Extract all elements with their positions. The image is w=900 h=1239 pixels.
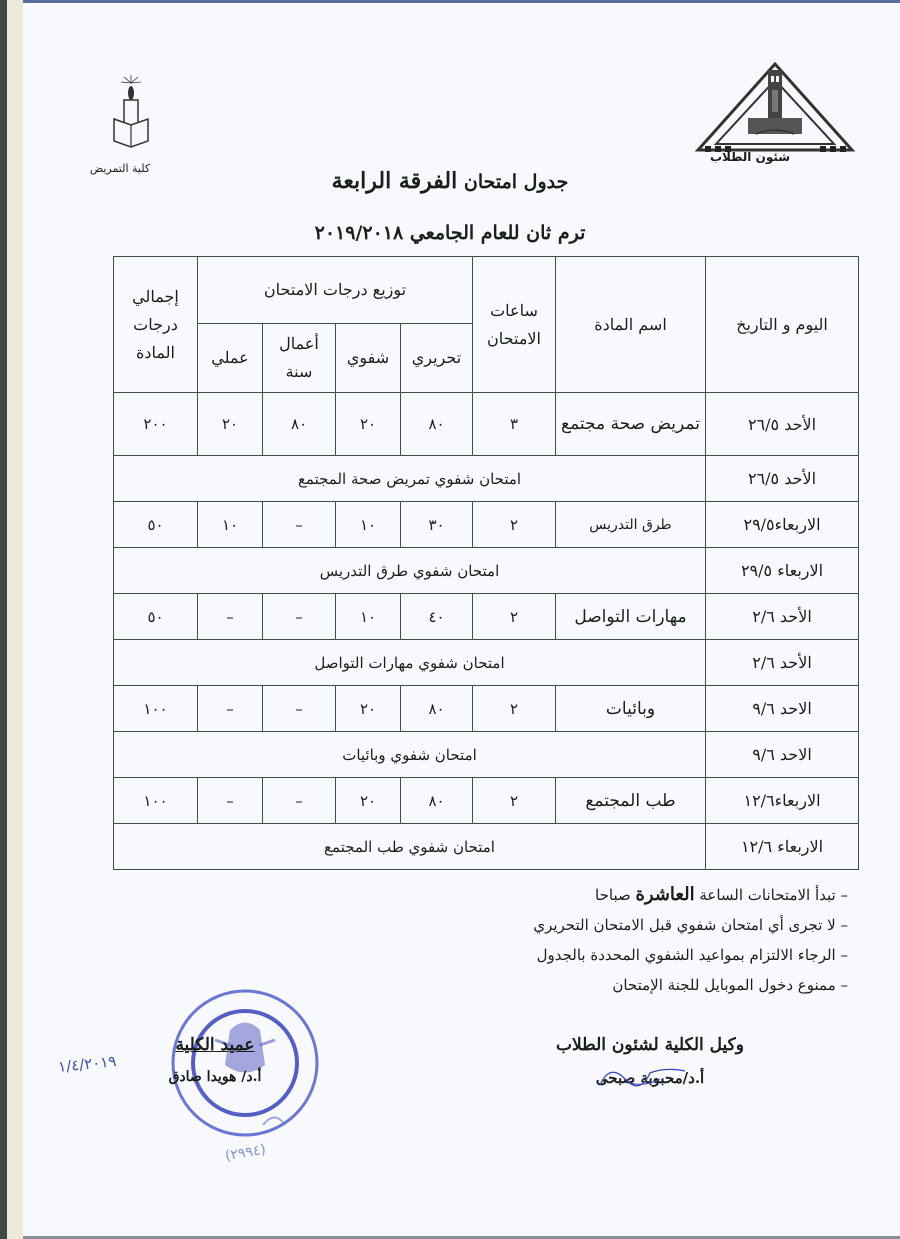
nursing-logo-caption: كلية التمريض [89, 162, 151, 175]
table-row-oral [114, 824, 859, 870]
cell-practical: ٢٠ [198, 393, 263, 456]
cell-oral-exam: امتحان شفوي وبائيات [114, 732, 706, 778]
cell-total: ١٠٠ [114, 778, 198, 824]
cell-coursework: – [263, 594, 336, 640]
cell-date: الاحد ٩/٦ [706, 732, 859, 778]
cell-subject: وبائيات [556, 686, 706, 732]
vice-dean-signature-block [520, 1035, 780, 1087]
note-oral-before-written: – لا تجرى أي امتحان شفوي قبل الامتحان التحريري [533, 916, 848, 934]
cell-subject: مهارات التواصل [556, 594, 706, 640]
table-row [114, 594, 859, 640]
scan-edge-top [23, 0, 900, 3]
cell-date: الاربعاء٢٩/٥ [706, 502, 859, 548]
cell-date: الاربعاء١٢/٦ [706, 778, 859, 824]
cell-oral-exam: امتحان شفوي طب المجتمع [114, 824, 706, 870]
cell-oral: ١٠ [336, 502, 401, 548]
col-header-distribution: توزيع درجات الامتحان [198, 257, 473, 324]
cell-oral-exam: امتحان شفوي مهارات التواصل [114, 640, 706, 686]
cell-subject: طب المجتمع [556, 778, 706, 824]
cell-oral: ١٠ [336, 594, 401, 640]
dean-role: عميد الكلية [175, 1035, 255, 1055]
cell-written: ٨٠ [401, 393, 473, 456]
cell-total: ١٠٠ [114, 686, 198, 732]
cell-subject: تمريض صحة مجتمع [556, 393, 706, 456]
cell-oral-exam: امتحان شفوي تمريض صحة المجتمع [114, 456, 706, 502]
cell-hours: ٢ [473, 594, 556, 640]
table-row-oral [114, 640, 859, 686]
page-title [200, 168, 700, 194]
vice-dean-role: وكيل الكلية لشئون الطلاب [556, 1035, 744, 1055]
col-header-oral: شفوي [336, 324, 401, 393]
col-header-total: إجمالي درجات المادة [114, 257, 198, 393]
table-row-oral [114, 456, 859, 502]
cell-oral: ٢٠ [336, 393, 401, 456]
note-1-suffix: صباحا [595, 886, 636, 904]
cell-written: ٣٠ [401, 502, 473, 548]
cell-practical: ١٠ [198, 502, 263, 548]
table-row [114, 393, 859, 456]
cell-oral: ٢٠ [336, 778, 401, 824]
header-row [114, 257, 859, 324]
cell-date: الاحد ٩/٦ [706, 686, 859, 732]
cell-hours: ٢ [473, 502, 556, 548]
cell-written: ٨٠ [401, 686, 473, 732]
note-no-mobile: – ممنوع دخول الموبايل للجنة الإمتحان [612, 976, 848, 994]
student-affairs-label: شئون الطلاب [709, 150, 791, 164]
vice-dean-name: أ.د/محبوبة صبحى [595, 1069, 705, 1087]
cell-date: الأحد ٢/٦ [706, 594, 859, 640]
cell-coursework: ٨٠ [263, 393, 336, 456]
cell-coursework: – [263, 686, 336, 732]
col-header-date: اليوم و التاريخ [706, 257, 859, 393]
benha-university-logo [690, 62, 860, 162]
col-header-practical: عملي [198, 324, 263, 393]
note-start-time [400, 880, 848, 910]
cell-date: الاربعاء ٢٩/٥ [706, 548, 859, 594]
cell-oral: ٢٠ [336, 686, 401, 732]
cell-date: الأحد ٢٦/٥ [706, 456, 859, 502]
cell-practical: – [198, 778, 263, 824]
cell-coursework: – [263, 778, 336, 824]
note-oral-schedule: – الرجاء الالتزام بمواعيد الشفوي المحددة بالجدول [536, 946, 848, 964]
cell-practical: – [198, 686, 263, 732]
table-row [114, 686, 859, 732]
note-1-bold: العاشرة [635, 884, 695, 905]
title-prefix: جدول امتحان [463, 171, 569, 193]
stamp-number: (٢٩٩٤) [223, 1141, 268, 1165]
table-row [114, 502, 859, 548]
title-emphasis: الفرقة الرابعة [331, 168, 458, 194]
cell-total: ٢٠٠ [114, 393, 198, 456]
note-1-prefix: – تبدأ الامتحانات الساعة [694, 886, 848, 904]
notes-list [400, 880, 848, 1000]
signature-scribble [590, 1061, 700, 1089]
col-header-written: تحريري [401, 324, 473, 393]
table-row-oral [114, 732, 859, 778]
dean-signature-block [120, 1035, 310, 1085]
cell-oral-exam: امتحان شفوي طرق التدريس [114, 548, 706, 594]
page-subtitle: ترم ثان للعام الجامعي ٢٠١٩/٢٠١٨ [314, 222, 586, 244]
cell-written: ٤٠ [401, 594, 473, 640]
cell-coursework: – [263, 502, 336, 548]
cell-written: ٨٠ [401, 778, 473, 824]
cell-total: ٥٠ [114, 594, 198, 640]
cell-hours: ٢ [473, 686, 556, 732]
col-header-subject: اسم المادة [556, 257, 706, 393]
cell-date: الاربعاء ١٢/٦ [706, 824, 859, 870]
cell-date: الأحد ٢٦/٥ [706, 393, 859, 456]
table-row-oral [114, 548, 859, 594]
exam-schedule-table [113, 256, 859, 870]
col-header-coursework: أعمال سنة [263, 324, 336, 393]
scan-edge-dark [0, 0, 7, 1239]
table-row [114, 778, 859, 824]
dean-name: أ.د/ هويدا صادق [168, 1069, 262, 1085]
scan-edge-cream [7, 0, 23, 1239]
col-header-hours: ساعات الامتحان [473, 257, 556, 393]
cell-hours: ٣ [473, 393, 556, 456]
cell-subject: طرق التدريس [556, 502, 706, 548]
cell-practical: – [198, 594, 263, 640]
cell-total: ٥٠ [114, 502, 198, 548]
cell-date: الأحد ٢/٦ [706, 640, 859, 686]
cell-hours: ٢ [473, 778, 556, 824]
handwritten-date: ١/٤/٢٠١٩ [57, 1051, 118, 1077]
